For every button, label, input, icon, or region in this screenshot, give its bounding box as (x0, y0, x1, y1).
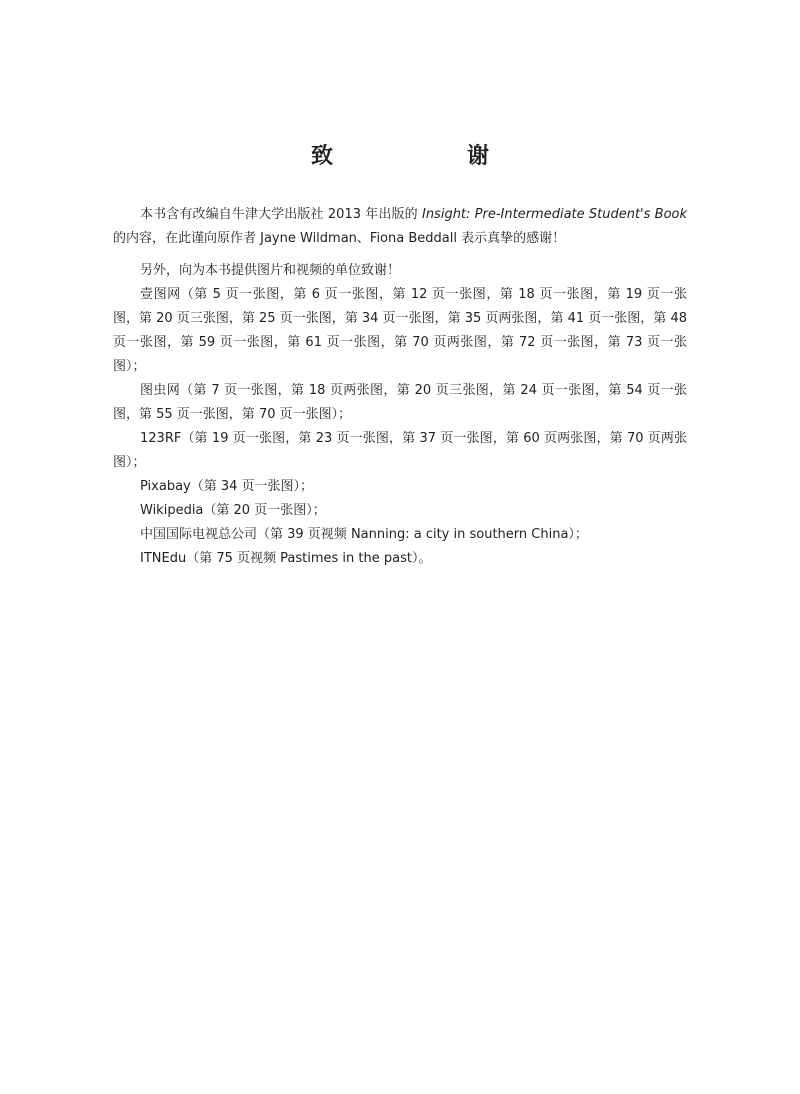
credit-paragraph-pixabay: Pixabay（第 34 页一张图）； (140, 479, 314, 494)
credit-paragraph-wikipedia: Wikipedia（第 20 页一张图）； (140, 503, 326, 518)
page-title: 致 谢 (310, 144, 519, 169)
credit-paragraph-itnedu: ITNEdu（第 75 页视频 Pastimes in the past）。 (140, 551, 432, 566)
body-text (113, 203, 687, 571)
credit-paragraph-123rf: 123RF（第 19 页一张图，第 23 页一张图，第 37 页一张图，第 60 页两张图，第 70 页两张图）； (113, 431, 687, 470)
credit-paragraph-tuchong: 图虫网（第 7 页一张图，第 18 页两张图，第 20 页三张图，第 24 页一张图，第 54 页一张图，第 55 页一张图，第 70 页一张图）； (113, 383, 687, 422)
intro-text-part1: 本书含有改编自牛津大学出版社 2013 年出版的 (140, 207, 422, 222)
intro-text-part2: 的内容，在此谨向原作者 Jayne Wildman、Fiona Beddall 表示真挚的感谢！ (113, 231, 566, 246)
thanks-paragraph: 另外，向为本书提供图片和视频的单位致谢！ (140, 263, 401, 278)
intro-paragraph (113, 203, 687, 251)
credit-paragraph-cctv: 中国国际电视总公司（第 39 页视频 Nanning: a city in southern China）； (140, 527, 588, 542)
credit-paragraph-yitu: 壹图网（第 5 页一张图，第 6 页一张图，第 12 页一张图，第 18 页一张图，第 19 页一张图，第 20 页三张图，第 25 页一张图，第 34 页一张图，第 35 页两张图，第 41 页一张图，第 48 页一张图，第 59 页一张图，第 61 页一张图，第 70 页两张图，第 72 页一张图，第 73 页一张图）； (113, 287, 687, 374)
book-title: Insight: Pre-Intermediate Student's Book (421, 207, 688, 222)
